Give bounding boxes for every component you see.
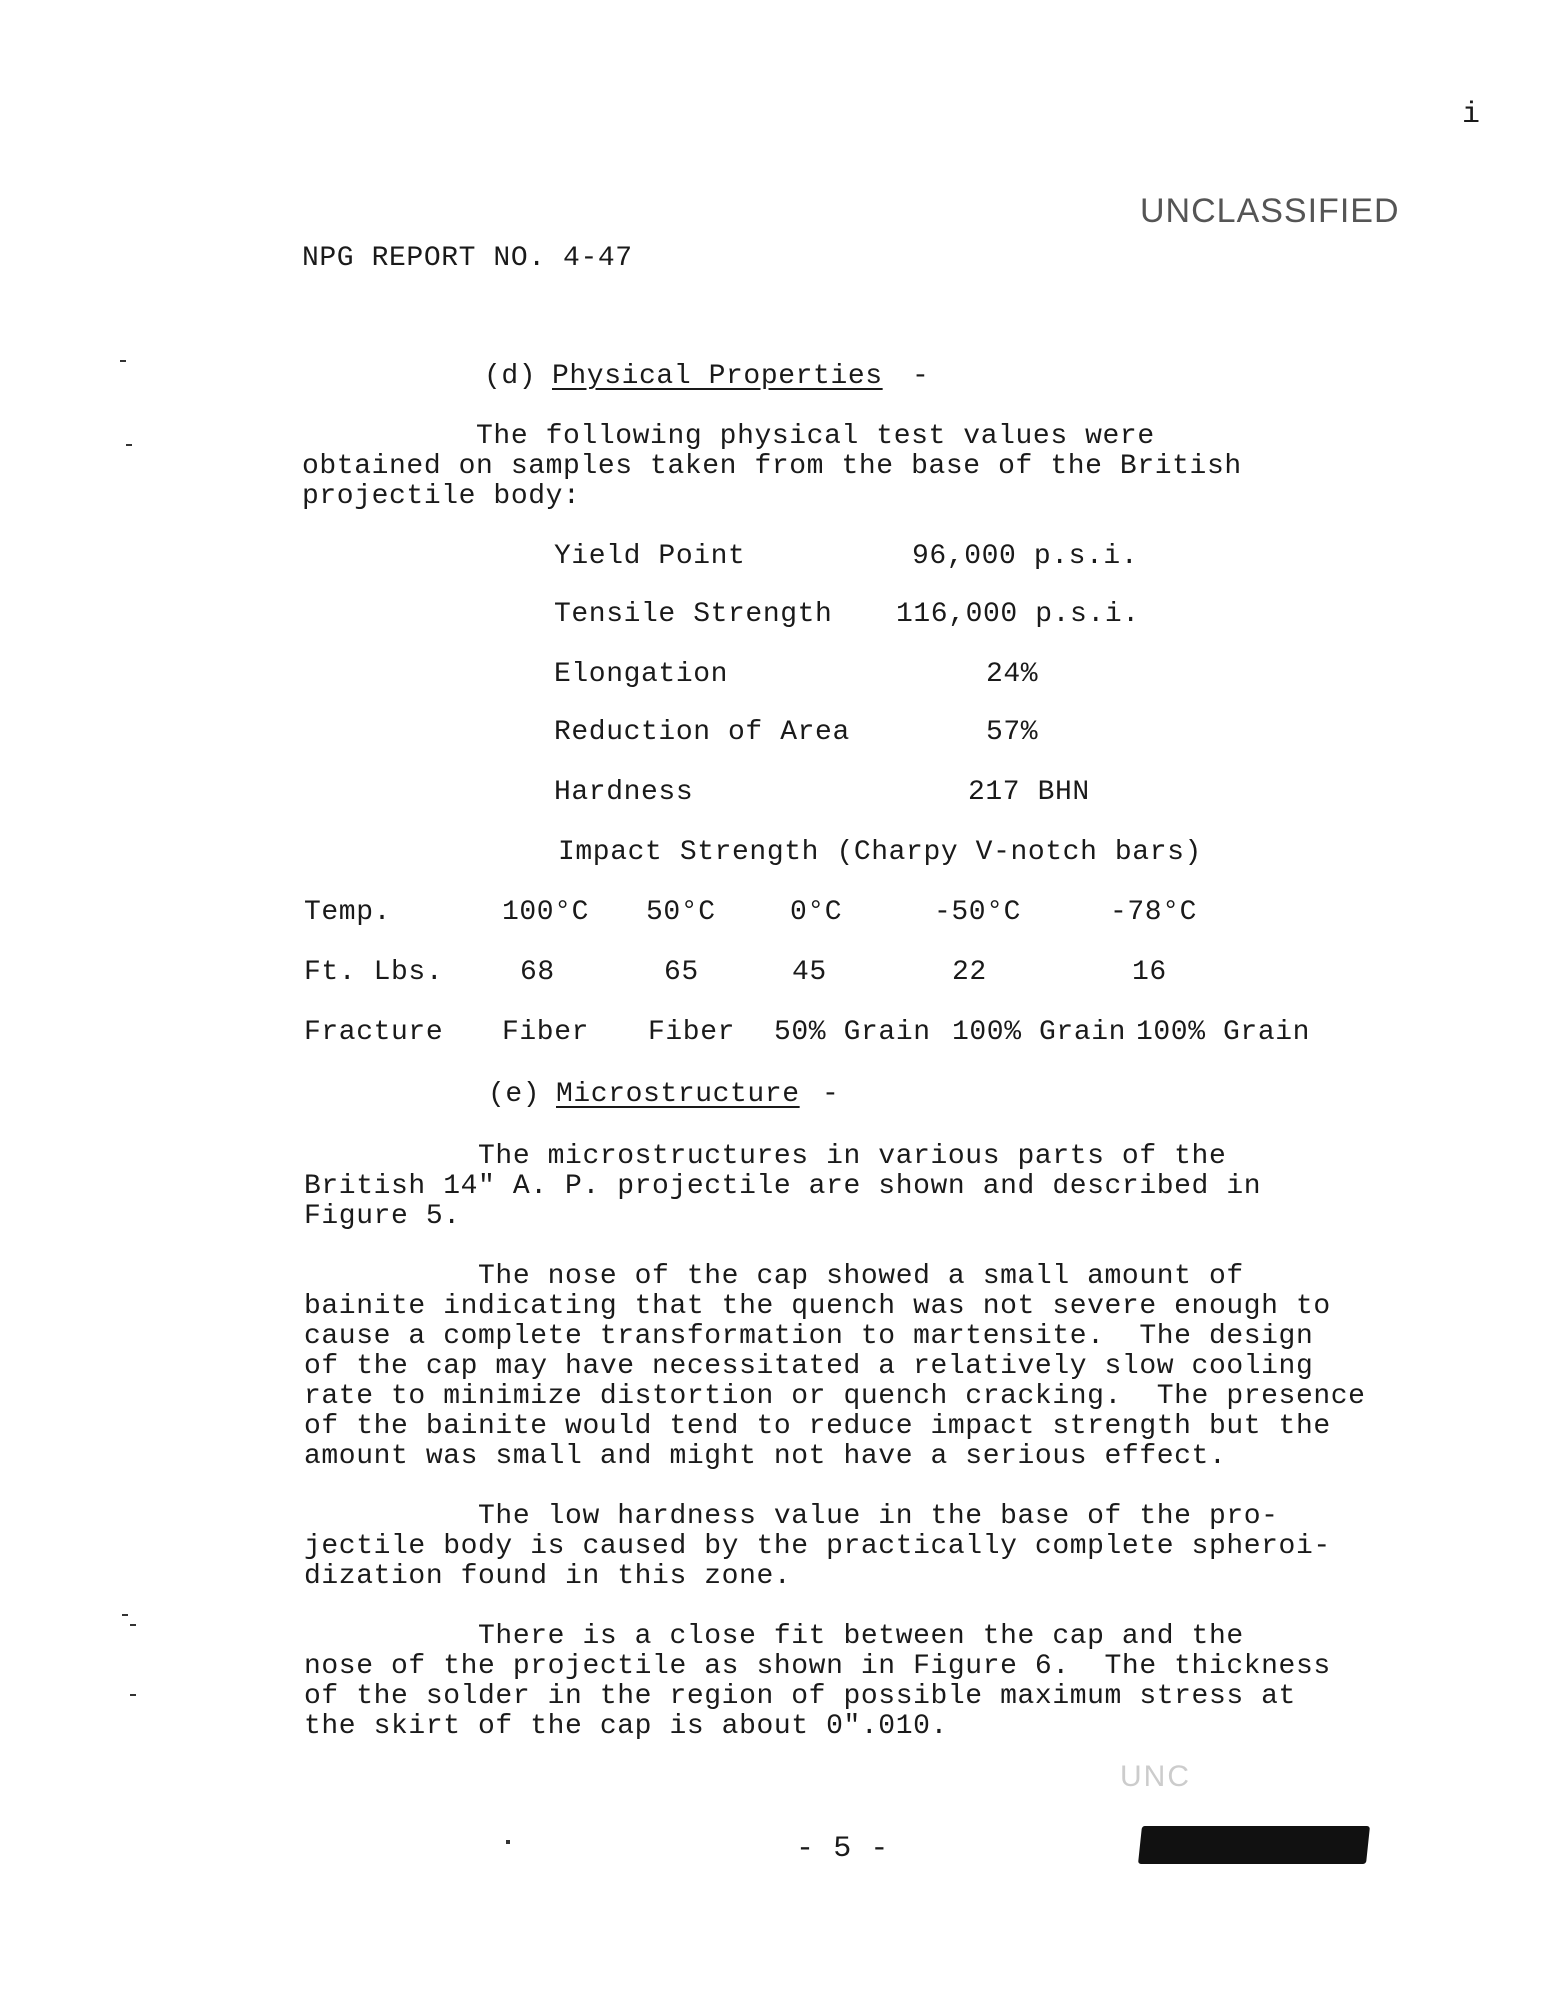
temp-value: -50°C <box>934 897 1022 928</box>
section-e-paragraph-2-line: of the bainite would tend to reduce impact strength but the <box>304 1411 1331 1442</box>
section-d-title: Physical Properties <box>552 361 883 392</box>
section-e-paragraph-2-line: bainite indicating that the quench was not severe enough to <box>304 1291 1331 1322</box>
section-d-dash: - <box>912 361 930 392</box>
temp-value: 50°C <box>646 897 716 928</box>
property-name: Tensile Strength <box>554 599 833 630</box>
property-value: 217 BHN <box>968 777 1090 808</box>
impact-heading: Impact Strength (Charpy V-notch bars) <box>558 837 1202 868</box>
fracture-value: Fiber <box>502 1017 590 1048</box>
unclassified-stamp-bottom: UNC <box>1120 1760 1191 1793</box>
property-name: Hardness <box>554 777 694 808</box>
section-e-paragraph-2-line: rate to minimize distortion or quench cracking. The presence <box>304 1381 1366 1412</box>
fracture-value: 100% Grain <box>1136 1017 1311 1048</box>
fracture-value: Fiber <box>648 1017 736 1048</box>
ftlbs-label: Ft. Lbs. <box>304 957 444 988</box>
section-e-title: Microstructure <box>556 1079 800 1110</box>
temp-label: Temp. <box>304 897 392 928</box>
ftlbs-value: 65 <box>664 957 699 988</box>
section-e-paragraph-4-line: the skirt of the cap is about 0".010. <box>304 1711 948 1742</box>
section-e-paragraph-1-line: Figure 5. <box>304 1201 461 1232</box>
property-value: 116,000 p.s.i. <box>896 599 1140 630</box>
margin-tick <box>506 1840 510 1844</box>
report-header: NPG REPORT NO. 4-47 <box>302 243 633 274</box>
section-e-paragraph-1-line: British 14" A. P. projectile are shown and described in <box>304 1171 1262 1202</box>
temp-value: 100°C <box>502 897 590 928</box>
section-e-paragraph-2-line: amount was small and might not have a serious effect. <box>304 1441 1227 1472</box>
margin-tick <box>130 1624 136 1626</box>
margin-tick <box>122 1614 128 1616</box>
page-mark: i <box>1462 98 1481 132</box>
margin-tick <box>120 360 126 362</box>
temp-value: -78°C <box>1110 897 1198 928</box>
margin-tick <box>126 444 132 446</box>
section-d-intro-line-1: The following physical test values were <box>302 421 1155 452</box>
temp-value: 0°C <box>790 897 843 928</box>
section-d-intro-line-2: obtained on samples taken from the base of the British <box>302 451 1242 482</box>
property-name: Reduction of Area <box>554 717 850 748</box>
fracture-value: 100% Grain <box>952 1017 1127 1048</box>
section-e-paragraph-2-line: cause a complete transformation to martensite. The design <box>304 1321 1314 1352</box>
section-e-dash: - <box>822 1079 840 1110</box>
ftlbs-value: 45 <box>792 957 827 988</box>
property-name: Yield Point <box>554 541 746 572</box>
page-number: - 5 - <box>796 1832 890 1866</box>
section-e-paragraph-3-line: dization found in this zone. <box>304 1561 792 1592</box>
property-value: 96,000 p.s.i. <box>912 541 1139 572</box>
ftlbs-value: 68 <box>520 957 555 988</box>
section-e-paragraph-4-line: There is a close fit between the cap and the <box>304 1621 1244 1652</box>
section-e-paragraph-4-line: nose of the projectile as shown in Figure 6. The thickness <box>304 1651 1331 1682</box>
section-e-paragraph-2-line: The nose of the cap showed a small amount of <box>304 1261 1244 1292</box>
redaction-mark <box>1138 1826 1370 1864</box>
section-e-paragraph-3-line: The low hardness value in the base of the pro- <box>304 1501 1279 1532</box>
section-d-label: (d) <box>484 361 537 392</box>
property-value: 57% <box>986 717 1039 748</box>
fracture-value: 50% Grain <box>774 1017 931 1048</box>
ftlbs-value: 16 <box>1132 957 1167 988</box>
fracture-label: Fracture <box>304 1017 444 1048</box>
section-e-paragraph-2-line: of the cap may have necessitated a relatively slow cooling <box>304 1351 1314 1382</box>
section-e-label: (e) <box>488 1079 541 1110</box>
section-e-paragraph-4-line: of the solder in the region of possible maximum stress at <box>304 1681 1296 1712</box>
section-e-paragraph-1-line: The microstructures in various parts of the <box>304 1141 1227 1172</box>
property-name: Elongation <box>554 659 729 690</box>
section-d-intro-line-3: projectile body: <box>302 481 581 512</box>
property-value: 24% <box>986 659 1039 690</box>
unclassified-stamp-top: UNCLASSIFIED <box>1140 192 1400 230</box>
margin-tick <box>130 1694 136 1696</box>
ftlbs-value: 22 <box>952 957 987 988</box>
section-e-paragraph-3-line: jectile body is caused by the practically complete spheroi- <box>304 1531 1331 1562</box>
